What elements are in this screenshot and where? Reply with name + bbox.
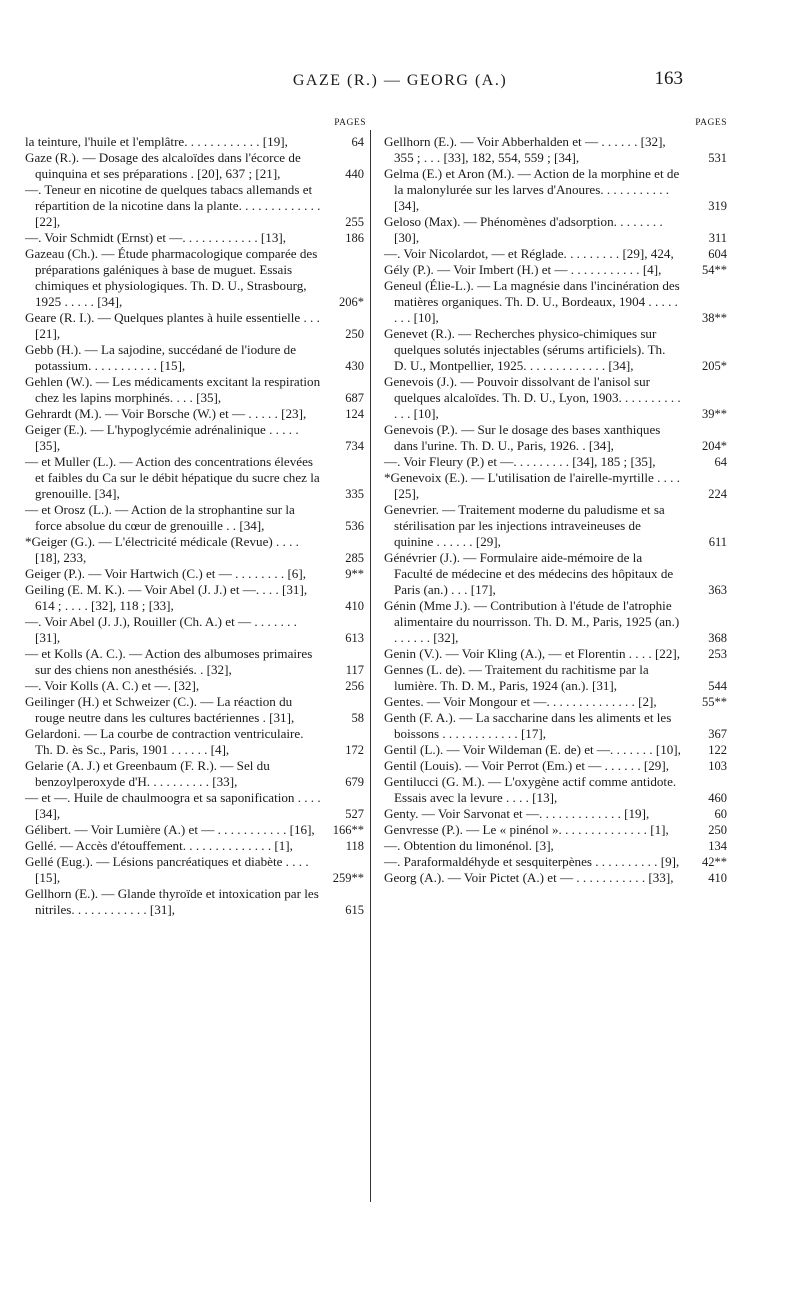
- entry-text: *Geiger (G.). — L'électricité médicale (Revue) . . . . [18], 233,: [25, 534, 299, 565]
- index-entry: [382, 166, 737, 214]
- index-entry: [382, 262, 737, 278]
- index-entry: [23, 246, 378, 310]
- entry-page-ref: 536: [345, 519, 364, 533]
- index-entry: [23, 150, 378, 182]
- entry-page-ref: 64: [351, 135, 364, 149]
- entry-text: Geare (R. I.). — Quelques plantes à huile essentielle . . . [21],: [25, 310, 320, 341]
- entry-text: Genevois (P.). — Sur le dosage des bases xanthiques dans l'urine. Th. D. U., Paris, 1926. . [34],: [384, 422, 661, 453]
- entry-page-ref: 250: [345, 327, 364, 341]
- index-entry: [382, 694, 737, 710]
- entry-text: Gehlen (W.). — Les médicaments excitant la respiration chez les lapins morphinés. . . . [35],: [25, 374, 321, 405]
- entry-list: [23, 134, 378, 918]
- entry-text: Gentes. — Voir Mongour et —. . . . . . . . . . . . . . [2],: [384, 694, 657, 709]
- index-entry: [23, 758, 378, 790]
- index-entry: [23, 182, 378, 230]
- entry-text: Gehrardt (M.). — Voir Borsche (W.) et — . . . . . [23],: [25, 406, 307, 421]
- index-entry: [382, 470, 737, 502]
- entry-page-ref: 311: [708, 231, 727, 245]
- entry-page-ref: 613: [345, 631, 364, 645]
- index-entry: [382, 326, 737, 374]
- entry-text: —. Voir Nicolardot, — et Réglade. . . . . . . . . [29], 424,: [384, 246, 674, 261]
- index-entry: [382, 662, 737, 694]
- entry-text: Genty. — Voir Sarvonat et —. . . . . . . . . . . . . [19],: [384, 806, 650, 821]
- index-entry: [23, 790, 378, 822]
- entry-page-ref: 527: [345, 807, 364, 821]
- entry-text: —. Voir Fleury (P.) et —. . . . . . . . . [34], 185 ; [35],: [384, 454, 656, 469]
- entry-page-ref: 118: [345, 839, 364, 853]
- entry-page-ref: 604: [708, 247, 727, 261]
- entry-page-ref: 134: [708, 839, 727, 853]
- entry-page-ref: 172: [345, 743, 364, 757]
- entry-text: Genevois (J.). — Pouvoir dissolvant de l'anisol sur quelques alcaloïdes. Th. D. U., Lyon, 1903. . . . . . . . . . . . . [10],: [384, 374, 681, 421]
- index-entry: [382, 550, 737, 598]
- index-entry: [23, 310, 378, 342]
- entry-page-ref: 679: [345, 775, 364, 789]
- index-entry: [382, 598, 737, 646]
- entry-text: Gellhorn (E.). — Glande thyroïde et intoxication par les nitriles. . . . . . . . . . . . [31],: [25, 886, 319, 917]
- entry-page-ref: 440: [345, 167, 364, 181]
- index-entry: [382, 646, 737, 662]
- entry-text: la teinture, l'huile et l'emplâtre. . . . . . . . . . . . [19],: [25, 134, 288, 149]
- index-entry: [23, 854, 378, 886]
- entry-text: Gazeau (Ch.). — Étude pharmacologique comparée des préparations galéniques à base de muguet. Essais chimiques et physiologiques. Th. D. U., Strasbourg, 1925 . . . . . [34],: [25, 246, 318, 309]
- index-entry: [382, 774, 737, 806]
- entry-text: Geneul (Élie-L.). — La magnésie dans l'incinération des matières organiques. Th. D. U., Bordeaux, 1904 . . . . . . . . [10],: [384, 278, 680, 325]
- entry-page-ref: 256: [345, 679, 364, 693]
- index-entry: [382, 870, 737, 886]
- entry-text: —. Voir Kolls (A. C.) et —. [32],: [25, 678, 200, 693]
- entry-text: Gelarie (A. J.) et Greenbaum (F. R.). — Sel du benzoylperoxyde d'H. . . . . . . . . . [33],: [25, 758, 270, 789]
- index-entry: [23, 582, 378, 614]
- entry-text: —. Voir Abel (J. J.), Rouiller (Ch. A.) et — . . . . . . . [31],: [25, 614, 297, 645]
- entry-text: Geloso (Max). — Phénomènes d'adsorption. . . . . . . . [30],: [384, 214, 663, 245]
- entry-text: Genevet (R.). — Recherches physico-chimiques sur quelques solutés injectables (sérums artificiels). Th. D. U., Montpellier, 1925. . . . . . . . . . . . . [34],: [384, 326, 666, 373]
- index-entry: [23, 886, 378, 918]
- entry-page-ref: 122: [708, 743, 727, 757]
- entry-text: Gellé (Eug.). — Lésions pancréatiques et diabète . . . . [15],: [25, 854, 309, 885]
- index-entry: [382, 758, 737, 774]
- entry-text: Gellhorn (E.). — Voir Abberhalden et — . . . . . . [32], 355 ; . . . [33], 182, 554, 559 ; [34],: [384, 134, 666, 165]
- entry-text: Geiling (E. M. K.). — Voir Abel (J. J.) et —. . . . [31], 614 ; . . . . [32], 118 ; [33],: [25, 582, 308, 613]
- entry-page-ref: 39**: [702, 407, 727, 421]
- entry-page-ref: 255: [345, 215, 364, 229]
- entry-page-ref: 166**: [332, 823, 364, 837]
- index-entry: [23, 822, 378, 838]
- index-entry: [23, 374, 378, 406]
- entry-page-ref: 103: [708, 759, 727, 773]
- entry-text: Georg (A.). — Voir Pictet (A.) et — . . . . . . . . . . . [33],: [384, 870, 674, 885]
- index-entry: [23, 678, 378, 694]
- entry-text: Genth (F. A.). — La saccharine dans les aliments et les boissons . . . . . . . . . . . . [17],: [384, 710, 672, 741]
- index-entry: [382, 374, 737, 422]
- entry-text: Genin (V.). — Voir Kling (A.), — et Florentin . . . . [22],: [384, 646, 681, 661]
- index-entry: [23, 646, 378, 678]
- entry-page-ref: 285: [345, 551, 364, 565]
- entry-text: —. Teneur en nicotine de quelques tabacs allemands et répartition de la nicotine dans la plante. . . . . . . . . . . . . [22],: [25, 182, 321, 229]
- index-entry: [382, 454, 737, 470]
- entry-list: [382, 134, 737, 886]
- entry-text: Geiger (P.). — Voir Hartwich (C.) et — . . . . . . . . [6],: [25, 566, 306, 581]
- index-entry: [23, 422, 378, 454]
- entry-text: Geilinger (H.) et Schweizer (C.). — La réaction du rouge neutre dans les cultures bactériennes . [31],: [25, 694, 295, 725]
- entry-page-ref: 615: [345, 903, 364, 917]
- entry-page-ref: 55**: [702, 695, 727, 709]
- entry-page-ref: 611: [708, 535, 727, 549]
- index-column-left: [23, 118, 378, 918]
- index-entry: [382, 710, 737, 742]
- entry-page-ref: 335: [345, 487, 364, 501]
- entry-text: — et Muller (L.). — Action des concentrations élevées et faibles du Ca sur le débit hépatique du sucre chez la grenouille. [34],: [25, 454, 320, 501]
- entry-page-ref: 687: [345, 391, 364, 405]
- entry-text: Gély (P.). — Voir Imbert (H.) et — . . . . . . . . . . . [4],: [384, 262, 662, 277]
- entry-page-ref: 54**: [702, 263, 727, 277]
- entry-text: Gellé. — Accès d'étouffement. . . . . . . . . . . . . . [1],: [25, 838, 293, 853]
- entry-text: — et Orosz (L.). — Action de la strophantine sur la force absolue du cœur de grenouille . . [34],: [25, 502, 295, 533]
- index-entry: [382, 422, 737, 454]
- entry-text: Genevrier. — Traitement moderne du paludisme et sa stérilisation par les injections intraveineuses de quinine . . . . . . [29],: [384, 502, 665, 549]
- entry-text: *Genevoix (E.). — L'utilisation de l'airelle-myrtille . . . . [25],: [384, 470, 680, 501]
- index-entry: [23, 838, 378, 854]
- entry-page-ref: 205*: [702, 359, 727, 373]
- page-number: 163: [654, 68, 683, 89]
- entry-page-ref: 367: [708, 727, 727, 741]
- index-entry: [23, 342, 378, 374]
- entry-page-ref: 206*: [339, 295, 364, 309]
- entry-text: —. Obtention du limonénol. [3],: [384, 838, 554, 853]
- index-entry: [23, 534, 378, 566]
- entry-page-ref: 253: [708, 647, 727, 661]
- entry-page-ref: 259**: [332, 871, 364, 885]
- entry-text: Gentil (L.). — Voir Wildeman (E. de) et —. . . . . . . [10],: [384, 742, 681, 757]
- pages-column-heading: PAGES: [334, 118, 366, 128]
- entry-page-ref: 58: [351, 711, 364, 725]
- entry-page-ref: 9**: [345, 567, 364, 581]
- entry-page-ref: 368: [708, 631, 727, 645]
- entry-text: Gennes (L. de). — Traitement du rachitisme par la lumière. Th. D. M., Paris, 1924 (an.). [31],: [384, 662, 649, 693]
- entry-page-ref: 42**: [702, 855, 727, 869]
- index-entry: [382, 806, 737, 822]
- index-entry: [382, 246, 737, 262]
- index-entry: [382, 214, 737, 246]
- pages-column-heading: PAGES: [695, 118, 727, 128]
- entry-page-ref: 186: [345, 231, 364, 245]
- entry-page-ref: 124: [345, 407, 364, 421]
- column-divider: [370, 130, 371, 1202]
- index-entry: [382, 822, 737, 838]
- entry-text: Gentilucci (G. M.). — L'oxygène actif comme antidote. Essais avec la levure . . . . [13],: [384, 774, 677, 805]
- index-entry: [23, 502, 378, 534]
- index-entry: [382, 502, 737, 550]
- entry-text: — et Kolls (A. C.). — Action des albumoses primaires sur des chiens non anesthésiés. . [32],: [25, 646, 313, 677]
- index-entry: [23, 566, 378, 582]
- entry-page-ref: 734: [345, 439, 364, 453]
- entry-page-ref: 460: [708, 791, 727, 805]
- entry-text: Genvresse (P.). — Le « pinénol ». . . . . . . . . . . . . . [1],: [384, 822, 669, 837]
- entry-text: Gentil (Louis). — Voir Perrot (Em.) et — . . . . . . [29],: [384, 758, 669, 773]
- index-entry: [382, 838, 737, 854]
- index-entry: [23, 134, 378, 150]
- entry-page-ref: 363: [708, 583, 727, 597]
- entry-text: Génévrier (J.). — Formulaire aide-mémoire de la Faculté de médecine et des médecins des hôpitaux de Paris (an.) . . . [17],: [384, 550, 674, 597]
- entry-text: —. Paraformaldéhyde et sesquiterpènes . . . . . . . . . . [9],: [384, 854, 680, 869]
- index-entry: [382, 278, 737, 326]
- page-header: [0, 68, 800, 102]
- index-entry: [23, 694, 378, 726]
- entry-page-ref: 224: [708, 487, 727, 501]
- entry-text: Génin (Mme J.). — Contribution à l'étude de l'atrophie alimentaire du nourrisson. Th. D. M., Paris, 1925 (an.) . . . . . . [32],: [384, 598, 680, 645]
- running-title: GAZE (R.) — GEORG (A.): [292, 72, 508, 89]
- entry-text: Gebb (H.). — La sajodine, succédané de l'iodure de potassium. . . . . . . . . . . [15],: [25, 342, 297, 373]
- entry-page-ref: 410: [708, 871, 727, 885]
- entry-text: Geiger (E.). — L'hypoglycémie adrénalinique . . . . . [35],: [25, 422, 299, 453]
- index-entry: [382, 742, 737, 758]
- entry-page-ref: 319: [708, 199, 727, 213]
- entry-text: —. Voir Schmidt (Ernst) et —. . . . . . . . . . . . [13],: [25, 230, 287, 245]
- entry-page-ref: 60: [714, 807, 727, 821]
- entry-page-ref: 204*: [702, 439, 727, 453]
- index-entry: [23, 406, 378, 422]
- index-column-right: [382, 118, 737, 886]
- entry-page-ref: 117: [345, 663, 364, 677]
- entry-page-ref: 38**: [702, 311, 727, 325]
- entry-page-ref: 64: [714, 455, 727, 469]
- entry-text: Gelardoni. — La courbe de contraction ventriculaire. Th. D. ès Sc., Paris, 1901 . . . . . . [4],: [25, 726, 304, 757]
- entry-text: Gélibert. — Voir Lumière (A.) et — . . . . . . . . . . . [16],: [25, 822, 315, 837]
- entry-text: Gelma (E.) et Aron (M.). — Action de la morphine et de la malonylurée sur les larves d'Anoures. . . . . . . . . . . [34],: [384, 166, 680, 213]
- entry-page-ref: 250: [708, 823, 727, 837]
- index-entry: [23, 230, 378, 246]
- index-entry: [23, 454, 378, 502]
- entry-page-ref: 531: [708, 151, 727, 165]
- entry-text: — et —. Huile de chaulmoogra et sa saponification . . . . [34],: [25, 790, 321, 821]
- entry-page-ref: 430: [345, 359, 364, 373]
- index-entry: [23, 614, 378, 646]
- entry-text: Gaze (R.). — Dosage des alcaloïdes dans l'écorce de quinquina et ses préparations . [20], 637 ; [21],: [25, 150, 301, 181]
- index-entry: [382, 134, 737, 166]
- index-entry: [23, 726, 378, 758]
- index-entry: [382, 854, 737, 870]
- entry-page-ref: 410: [345, 599, 364, 613]
- entry-page-ref: 544: [708, 679, 727, 693]
